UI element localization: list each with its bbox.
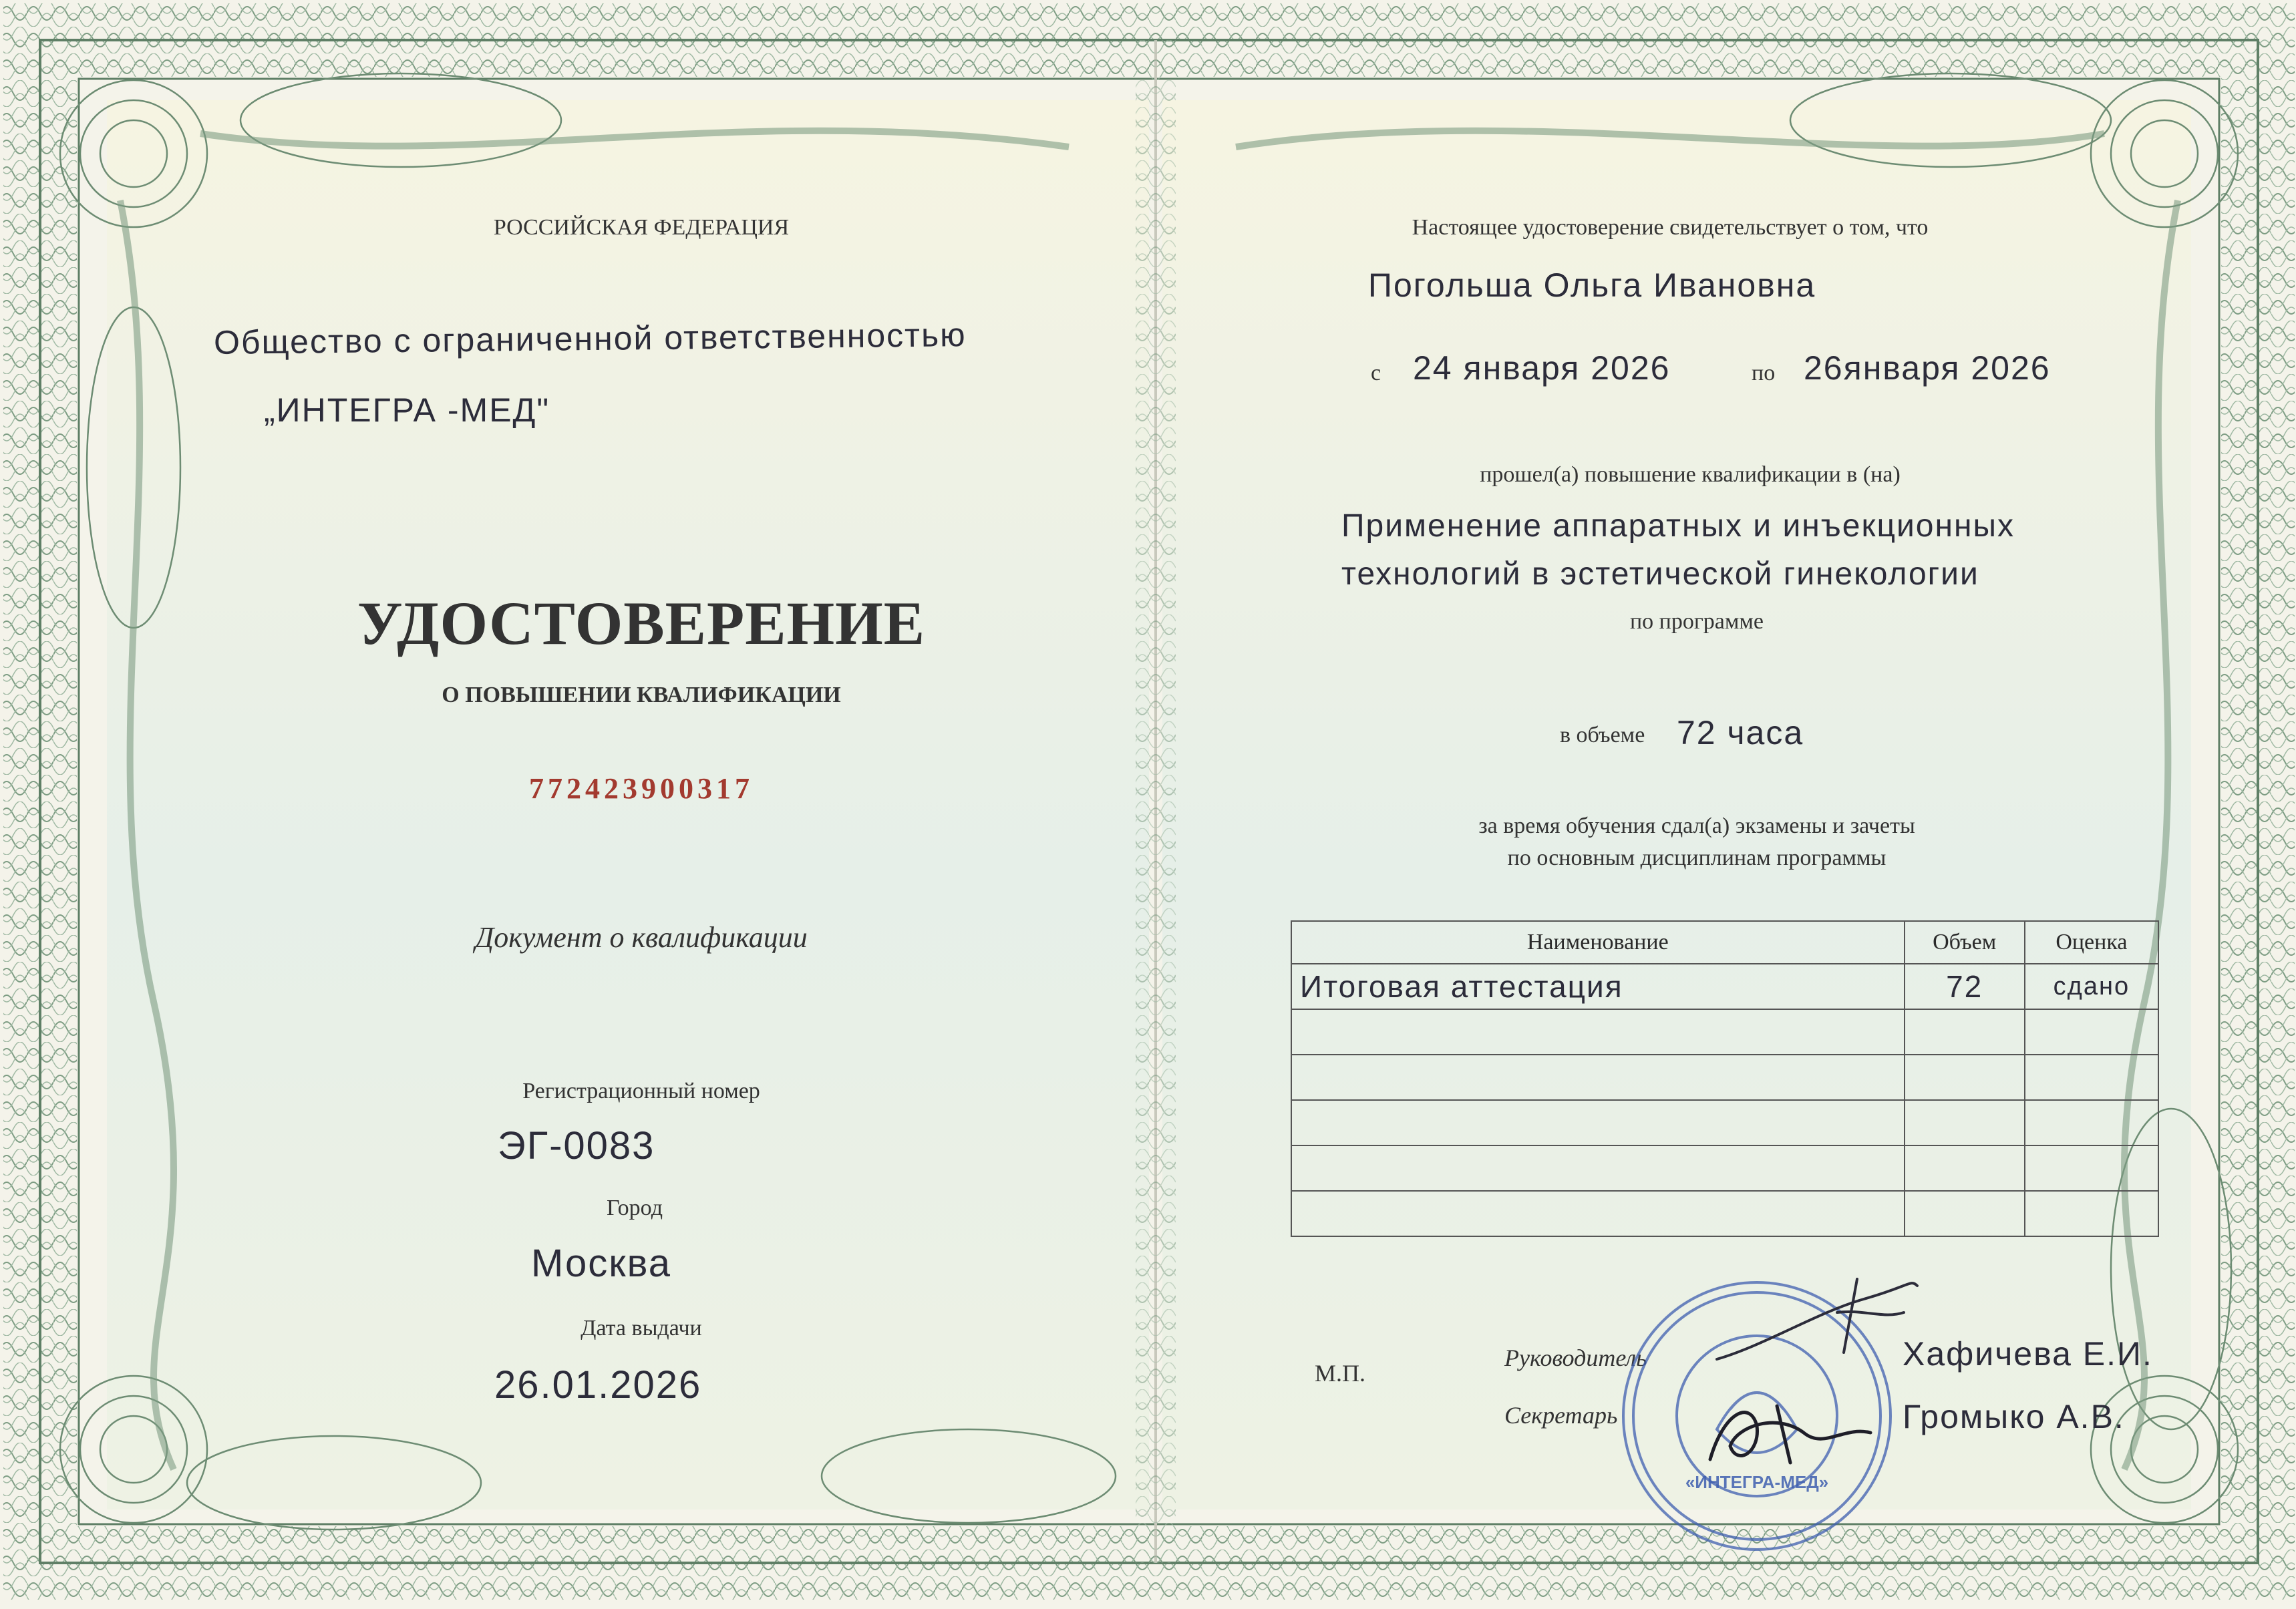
period-from-date: 24 января 2026 — [1413, 349, 1671, 387]
document-title: УДОСТОВЕРЕНИЕ — [357, 589, 926, 657]
registration-label: Регистрационный номер — [522, 1079, 760, 1103]
cell-name — [1291, 1191, 1905, 1236]
volume-value: 72 часа — [1677, 714, 1804, 751]
cell-grade: сдано — [2025, 964, 2158, 1009]
passed-text: прошел(а) повышение квалификации в (на) — [1480, 462, 1901, 487]
period-to-date: 26января 2026 — [1804, 349, 2051, 387]
volume-label: в объеме — [1560, 723, 1645, 747]
table-row — [1291, 1100, 2158, 1145]
person-name: Погольша Ольга Ивановна — [1368, 266, 1816, 304]
program-name-line2: технологий в эстетической гинекологии — [1341, 556, 1979, 592]
document-subtitle: О ПОВЫШЕНИИ КВАЛИФИКАЦИИ — [442, 683, 841, 707]
header-volume: Объем — [1905, 921, 2025, 964]
cell-volume: 72 — [1905, 964, 2025, 1009]
issue-date-label: Дата выдачи — [581, 1316, 702, 1340]
stamp-place-label: М.П. — [1315, 1360, 1366, 1387]
program-label: по программе — [1629, 609, 1764, 634]
cell-grade — [2025, 1191, 2158, 1236]
cell-name — [1291, 1100, 1905, 1145]
period-to-label: по — [1752, 361, 1776, 385]
certifies-text: Настоящее удостоверение свидетельствует о том, что — [1412, 215, 1929, 240]
table-row — [1291, 1145, 2158, 1191]
organization-name-line1: Общество с ограниченной ответственностью — [213, 316, 967, 361]
head-name: Хафичева Е.И. — [1903, 1335, 2153, 1373]
table-row — [1291, 1055, 2158, 1100]
organization-name-line2: „ИНТЕГРА -МЕД" — [264, 391, 550, 429]
seal-center-text: «ИНТЕГРА-МЕД» — [1685, 1472, 1829, 1492]
city-value: Москва — [531, 1242, 672, 1285]
cell-grade — [2025, 1100, 2158, 1145]
document-type: Документ о квалификации — [475, 921, 808, 954]
header-name: Наименование — [1291, 921, 1905, 964]
cell-volume — [1905, 1100, 2025, 1145]
secretary-signature — [1697, 1386, 1897, 1473]
city-label: Город — [607, 1196, 663, 1220]
cell-volume — [1905, 1055, 2025, 1100]
secretary-role-label: Секретарь — [1504, 1402, 1618, 1429]
exams-text-line1: за время обучения сдал(а) экзамены и зачеты — [1478, 814, 1915, 838]
serial-number: 772423900317 — [529, 772, 754, 805]
cell-grade — [2025, 1145, 2158, 1191]
cell-name — [1291, 1055, 1905, 1100]
issue-date-value: 26.01.2026 — [494, 1363, 702, 1407]
grades-table — [1291, 920, 2159, 1237]
cell-volume — [1905, 1191, 2025, 1236]
country-heading: РОССИЙСКАЯ ФЕДЕРАЦИЯ — [493, 215, 790, 240]
head-role-label: Руководитель — [1504, 1345, 1647, 1371]
cell-name — [1291, 1009, 1905, 1055]
period-from-label: с — [1371, 361, 1381, 385]
cell-name — [1291, 1145, 1905, 1191]
cell-volume — [1905, 1009, 2025, 1055]
header-grade: Оценка — [2025, 921, 2158, 964]
exams-text-line2: по основным дисциплинам программы — [1507, 846, 1887, 870]
cell-name: Итоговая аттестация — [1291, 964, 1905, 1009]
cell-grade — [2025, 1055, 2158, 1100]
table-row — [1291, 1191, 2158, 1236]
table-row — [1291, 1009, 2158, 1055]
table-row — [1291, 964, 2158, 1009]
program-name-line1: Применение аппаратных и инъекционных — [1341, 508, 2015, 544]
cell-grade — [2025, 1009, 2158, 1055]
cell-volume — [1905, 1145, 2025, 1191]
head-signature — [1710, 1272, 1924, 1373]
registration-number: ЭГ-0083 — [498, 1124, 655, 1168]
grades-header-row — [1291, 921, 2158, 964]
secretary-name: Громыко А.В. — [1903, 1398, 2125, 1435]
